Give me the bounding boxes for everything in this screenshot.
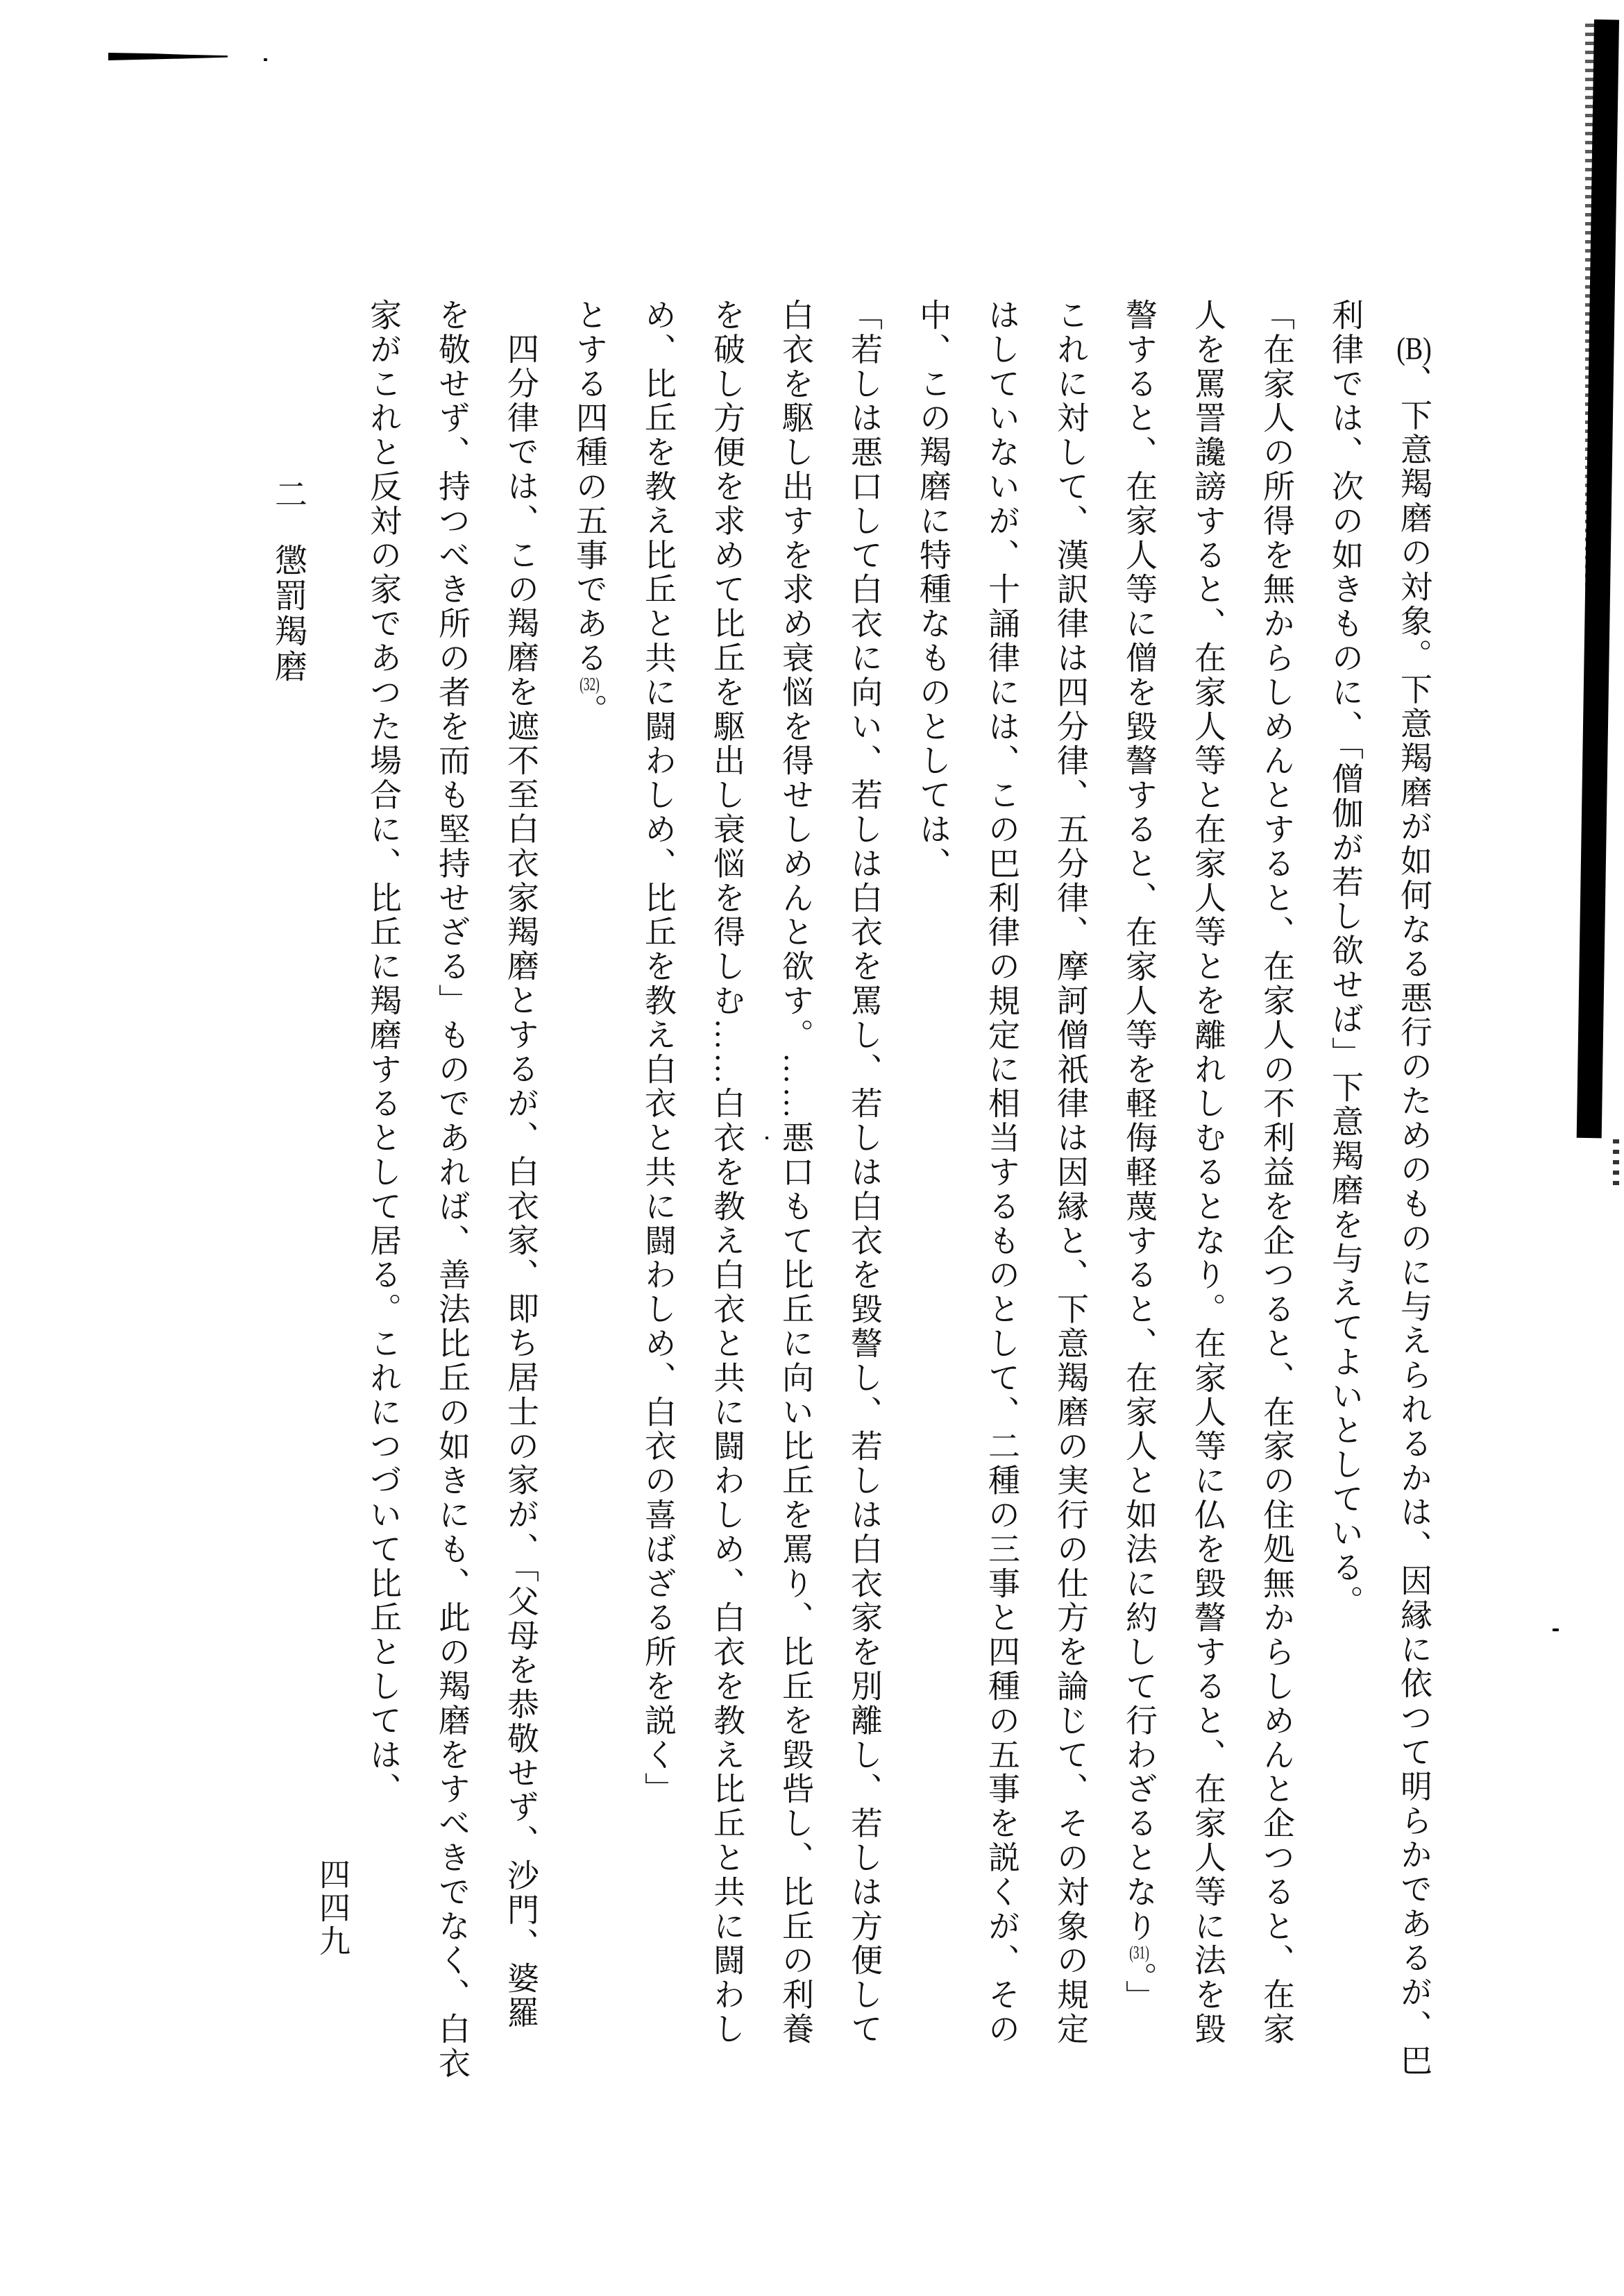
scan-streak-right-edge [1577,19,1619,1138]
text-column: とする四種の五事である(32)。 [572,298,607,728]
text-column: 人を罵詈讒謗すると、在家人等と在家人等とを離れしむるとなり。在家人等に仏を毀謷すると、在家人等に法を毀 [1190,298,1226,2047]
text-column: 白衣を駆し出すを求め衰悩を得せしめんと欲す。……悪口もて比丘に向い比丘を罵り、比丘を毀呰し、比丘の利養 [778,298,813,2047]
text-column: (B)、下意羯磨の対象。下意羯磨が如何なる悪行のためのものに与えられるかは、因縁に依つて明らかであるが、巴 [1396,332,1432,2078]
page-number: 四四九 [314,1858,349,1958]
scan-speck [766,1137,768,1139]
section-title: 懲罰羯磨 [270,543,306,685]
text-column: はしていないが、十誦律には、この巴利律の規定に相当するものとして、二種の三事と四種の五事を説くが、その [984,298,1020,2047]
section-number: 二 [270,477,306,513]
text-column: 家がこれと反対の家であつた場合に、比丘に羯磨するとして居る。これにつづいて比丘としては、 [366,298,401,1807]
text-column: 「在家人の所得を無からしめんとすると、在家人の不利益を企つると、在家の住処無からしめんと企つると、在家 [1259,298,1294,2047]
text-column: め、比丘を教え比丘と共に闘わしめ、比丘を教え白衣と共に闘わしめ、白衣の喜ばざる所を説く」 [641,298,676,1807]
scan-streak-tail [1613,1139,1619,1188]
text-column: を敬せず、持つべき所の者を而も堅持せざる」ものであれば、善法比丘の如きにも、此の羯磨をすべきでなく、白衣 [434,298,470,2081]
running-header [271,477,304,685]
text-column: 利律では、次の如きものに、「僧伽が若し欲せば」下意羯磨を与えてよいとしている。 [1328,298,1363,1619]
text-column: を破し方便を求めて比丘を駆出し衰悩を得しむ……白衣を教え白衣と共に闘わしめ、白衣を教え比丘と共に闘わし [709,298,745,2047]
scan-mark-top-left [108,53,228,60]
text-column: 四分律では、この羯磨を遮不至白衣家羯磨とするが、白衣家、即ち居士の家が、「父母を恭敬せず、沙門、婆羅 [503,332,539,2030]
body-text [319,298,1430,2116]
text-column: これに対して、漢訳律は四分律、五分律、摩訶僧祇律は因縁と、下意羯磨の実行の仕方を論じて、その対象の規定 [1053,298,1088,2047]
scan-speck [1553,1629,1559,1631]
scan-streak-noise [1585,24,1596,704]
footnote-marker-31: (31) [1129,1944,1149,1962]
text-column: 中、この羯磨に特種なものとしては、 [915,298,951,881]
footnote-marker-32: (32) [580,675,600,694]
text-column: 「若しは悪口して白衣に向い、若しは白衣を罵し、若しは白衣を毀謷し、若しは白衣家を別離し、若しは方便して [847,298,882,2047]
paragraph-label: (B) [1396,332,1432,364]
text-column: 謷すると、在家人等に僧を毀謷すると、在家人等を軽侮軽蔑すると、在家人と如法に約して行わざるとなり(31)。」 [1122,298,1157,2015]
scan-speck [264,58,267,61]
